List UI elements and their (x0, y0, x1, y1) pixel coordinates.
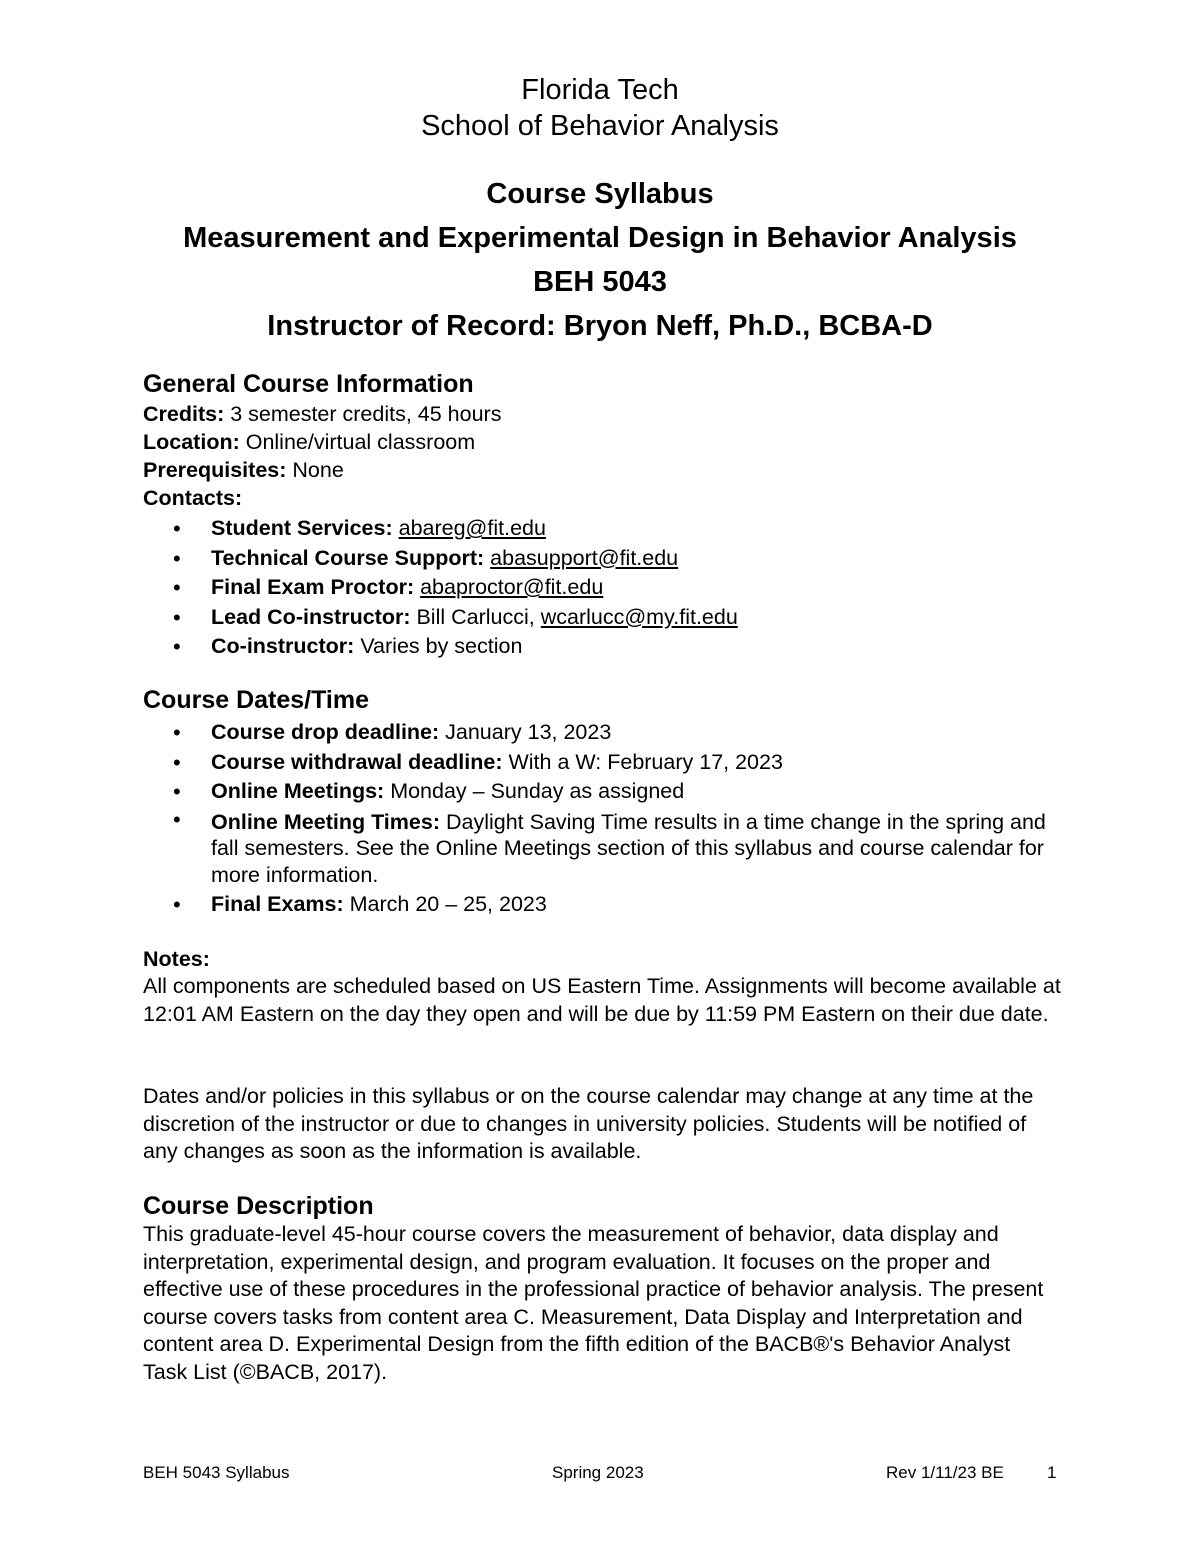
location-label: Location: (143, 430, 240, 454)
contact-label: Lead Co-instructor: (211, 604, 411, 629)
footer-right: Rev 1/11/23 BE (886, 1463, 1004, 1482)
contact-exam-proctor (143, 573, 738, 603)
footer-left: BEH 5043 Syllabus (143, 1463, 290, 1482)
contact-coinstructor (143, 632, 738, 662)
exam-proctor-email-link[interactable]: abaproctor@fit.edu (420, 575, 604, 599)
contact-student-services (143, 514, 738, 544)
footer-center: Spring 2023 (552, 1463, 644, 1482)
date-value: March 20 – 25, 2023 (343, 892, 547, 916)
general-info-heading: General Course Information (143, 370, 474, 398)
credits-value: 3 semester credits, 45 hours (224, 402, 502, 426)
school-name: School of Behavior Analysis (421, 110, 779, 142)
contact-label: Student Services: (211, 516, 393, 540)
contact-lead-coinstructor (143, 603, 738, 633)
date-label: Course drop deadline: (211, 720, 440, 744)
date-label: Course withdrawal deadline: (211, 749, 503, 774)
contacts-list (143, 514, 738, 662)
date-item (143, 807, 1063, 891)
contact-label: Co-instructor: (211, 634, 355, 658)
contact-value: Bill Carlucci, (416, 604, 535, 629)
date-value: Monday – Sunday as assigned (384, 779, 685, 803)
course-title: Measurement and Experimental Design in Behavior Analysis (183, 222, 1017, 254)
date-value: January 13, 2023 (439, 720, 612, 744)
description-paragraph: This graduate-level 45-hour course covers the measurement of behavior, data display and interpretation, experimental design, and program evaluation. It focuses on the proper and effective use of these procedures in the professional practice of behavior analysis. The present course covers tasks from content area C. Measurement, Data Display and Interpretation and content area D. Experimental Design from the fifth edition of the BACB®'s Behavior Analyst Task List (©BACB, 2017). (143, 1222, 1044, 1384)
location-value: Online/virtual classroom (239, 430, 476, 454)
date-item (143, 777, 1063, 807)
prerequisites-label: Prerequisites: (143, 458, 287, 482)
notes-paragraph-1: All components are scheduled based on US Eastern Time. Assignments will become available at 12:01 AM Eastern on the day they open and will be due by 11:59 PM Eastern on their due date. (143, 974, 1061, 1026)
lead-coinstructor-email-link[interactable]: wcarlucc@my.fit.edu (540, 604, 738, 629)
contacts-label: Contacts: (143, 486, 243, 510)
course-code: BEH 5043 (533, 266, 667, 298)
location-line (143, 428, 475, 456)
date-label: Online Meeting Times: (211, 809, 440, 834)
credits-line (143, 400, 501, 428)
notes-heading: Notes: (143, 947, 210, 971)
instructor-of-record: Instructor of Record: Bryon Neff, Ph.D., BCBA-D (267, 310, 933, 342)
prerequisites-line (143, 456, 344, 484)
credits-label: Credits: (143, 402, 225, 426)
prerequisites-value: None (286, 458, 344, 482)
date-label: Final Exams: (211, 892, 344, 916)
contact-label: Technical Course Support: (211, 545, 485, 570)
notes-paragraph-2: Dates and/or policies in this syllabus or on the course calendar may change at any time at the discretion of the instructor or due to changes in university policies. Students will be notified of any changes as soon as the information is available. (143, 1084, 1034, 1163)
contact-label: Final Exam Proctor: (211, 575, 415, 599)
description-heading: Course Description (143, 1192, 374, 1220)
dates-list (143, 718, 1063, 920)
student-services-email-link[interactable]: abareg@fit.edu (398, 516, 546, 540)
date-item (143, 718, 1063, 748)
date-value: With a W: February 17, 2023 (502, 749, 783, 774)
date-label: Online Meetings: (211, 779, 385, 803)
page-number: 1 (1047, 1463, 1057, 1482)
date-item (143, 890, 1063, 920)
date-value: Daylight Saving Time results in a time change in the spring and fall semesters. See the Online Meetings section of this syllabus and course calendar for more information. (211, 809, 1046, 887)
dates-heading: Course Dates/Time (143, 686, 370, 714)
document-type: Course Syllabus (486, 178, 714, 210)
contact-value: Varies by section (360, 634, 523, 658)
technical-support-email-link[interactable]: abasupport@fit.edu (490, 545, 679, 570)
institution-name: Florida Tech (521, 74, 679, 106)
date-item (143, 748, 1063, 778)
contact-technical-support (143, 544, 738, 574)
